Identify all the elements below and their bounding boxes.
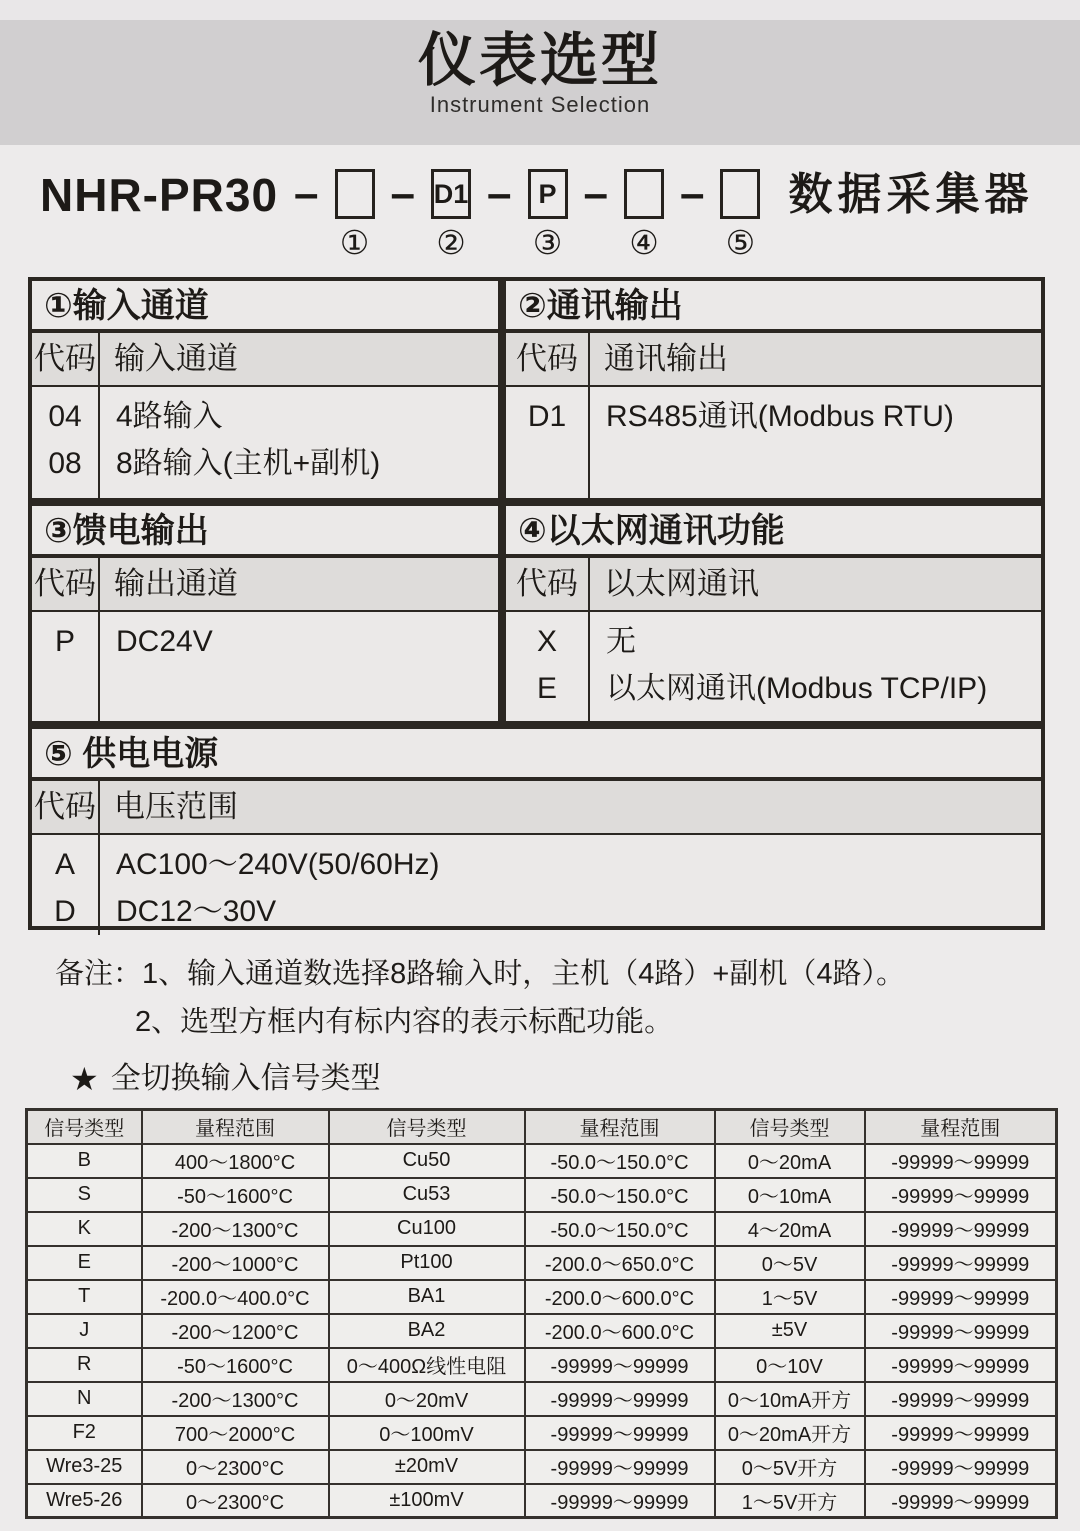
signal-cell: -200～1200°C [142,1314,329,1348]
table-row [27,1416,1057,1450]
signal-cell: 1～5V开方 [715,1484,865,1518]
table-row [27,1280,1057,1314]
model-box-comm-output: D1 [431,169,471,219]
signal-cell: 0～5V开方 [715,1450,865,1484]
signal-cell: 4～20mA [715,1212,865,1246]
option-table-title: ①输入通道 [32,281,498,333]
signal-cell: -99999～99999 [865,1178,1057,1212]
code-column [32,612,100,721]
option-table-body [506,387,1041,498]
signal-cell: Cu53 [329,1178,525,1212]
model-box-feed-output: P [528,169,568,219]
signal-cell: B [27,1144,142,1178]
code-column [32,835,100,935]
desc-column [100,835,1041,935]
model-slot-label-3: ③ [532,224,563,261]
table-row [27,1348,1057,1382]
note-line-2: 2、选型方框内有标内容的表示标配功能。 [135,1006,674,1038]
signal-cell: ±20mV [329,1450,525,1484]
code-header-cell: 代码 [32,333,100,385]
signal-cell: Wre3-25 [27,1450,142,1484]
option-table-power-supply [28,725,1045,930]
option-table-title: ④以太网通讯功能 [506,506,1041,558]
model-slot-3 [528,169,568,261]
option-table-row-2 [28,502,1045,725]
page-title: 仪表选型 [417,28,662,93]
signal-cell: -200.0～600.0°C [525,1314,715,1348]
model-slot-label-2: ② [436,224,466,261]
code-cell: P [54,625,75,658]
option-tables [28,277,1045,930]
signal-cell: -50.0～150.0°C [525,1212,715,1246]
option-table-header [32,558,498,612]
desc-header-cell: 电压范围 [114,789,238,824]
signal-cell: F2 [27,1416,142,1450]
desc-column [100,387,498,498]
signal-cell: T [27,1280,142,1314]
signal-cell: -50～1600°C [142,1178,329,1212]
model-slot-label-5: ⑤ [725,224,756,261]
signal-header-cell: 量程范围 [865,1110,1057,1144]
model-separator: – [487,169,512,218]
desc-cell: 8路输入(主机+副机) [116,447,381,480]
model-slot-2 [431,169,471,261]
signal-cell: -50.0～150.0°C [525,1144,715,1178]
signal-cell: 0～10V [715,1348,865,1382]
signal-type-table [25,1108,1058,1519]
code-cell: 04 [48,400,82,433]
model-slot-5 [720,169,760,261]
code-cell: A [54,848,75,881]
option-table-feed-output [28,502,502,725]
option-table-title: ⑤ 供电电源 [32,729,1041,781]
signal-cell: -99999～99999 [525,1484,715,1518]
signal-cell: -200.0～600.0°C [525,1280,715,1314]
model-box-input-channel [335,169,375,219]
signal-cell: -99999～99999 [865,1212,1057,1246]
option-table-row-1 [28,277,1045,502]
model-separator: – [294,169,319,218]
signal-cell: 0～20mA [715,1144,865,1178]
table-row [27,1314,1057,1348]
signal-cell: -99999～99999 [525,1348,715,1382]
page-subtitle: Instrument Selection [429,92,651,117]
signal-cell: -99999～99999 [865,1484,1057,1518]
table-row [27,1450,1057,1484]
option-table-body [32,612,498,721]
model-separator: – [583,169,608,218]
code-column [506,387,590,498]
signal-cell: ±5V [715,1314,865,1348]
model-product-name: 数据采集器 [788,170,1034,219]
model-slot-label-1: ① [339,224,370,261]
code-header-cell: 代码 [506,558,590,610]
desc-cell: RS485通讯(Modbus RTU) [606,400,954,433]
signal-cell: R [27,1348,142,1382]
note-line-1: 备注：1、输入通道数选择8路输入时，主机（4路）+副机（4路）。 [55,958,905,990]
signal-cell: 0～400Ω线性电阻 [329,1348,525,1382]
model-separator: – [390,169,416,218]
desc-header-cell: 通讯输出 [604,341,728,376]
desc-header-cell: 输出通道 [114,566,238,601]
desc-cell: DC12～30V [116,895,277,928]
signal-cell: S [27,1178,142,1212]
desc-cell: 4路输入 [116,400,223,433]
signal-cell: 0～10mA开方 [715,1382,865,1416]
signal-header-cell: 信号类型 [329,1110,525,1144]
model-box-power [720,169,760,219]
signal-cell: 0～5V [715,1246,865,1280]
signal-header-cell: 信号类型 [27,1110,142,1144]
signal-section-heading [70,1060,1080,1098]
code-cell: 08 [48,447,82,480]
desc-cell: 无 [606,625,636,658]
code-column [506,612,590,721]
model-box-ethernet [624,169,664,219]
signal-cell: Pt100 [329,1246,525,1280]
table-row [27,1382,1057,1416]
signal-cell: -200.0～650.0°C [525,1246,715,1280]
model-separator: – [679,169,705,218]
signal-cell: BA1 [329,1280,525,1314]
option-table-ethernet [502,502,1045,725]
model-prefix: NHR-PR30 [40,169,279,221]
signal-cell: 0～10mA [715,1178,865,1212]
star-icon: ★ [70,1061,99,1097]
signal-cell: -99999～99999 [865,1416,1057,1450]
code-column [32,387,100,498]
option-table-title: ②通讯输出 [506,281,1041,333]
title-banner [0,20,1080,145]
signal-cell: -99999～99999 [865,1246,1057,1280]
signal-cell: -99999～99999 [525,1382,715,1416]
signal-cell: K [27,1212,142,1246]
desc-cell: 以太网通讯(Modbus TCP/IP) [606,672,988,705]
model-slot-4 [624,169,664,261]
code-cell: E [536,672,557,705]
signal-cell: -99999～99999 [525,1416,715,1450]
signal-cell: -99999～99999 [525,1450,715,1484]
desc-column [590,612,1041,721]
option-table-header [32,333,498,387]
signal-cell: -200～1300°C [142,1382,329,1416]
signal-cell: Wre5-26 [27,1484,142,1518]
signal-cell: Cu50 [329,1144,525,1178]
signal-cell: J [27,1314,142,1348]
signal-cell: -99999～99999 [865,1450,1057,1484]
code-header-cell: 代码 [32,558,100,610]
desc-column [590,387,1041,498]
signal-cell: -200.0～400.0°C [142,1280,329,1314]
signal-cell: 0～2300°C [142,1484,329,1518]
signal-cell: Cu100 [329,1212,525,1246]
signal-cell: 0～20mA开方 [715,1416,865,1450]
signal-cell: BA2 [329,1314,525,1348]
option-table-title: ③馈电输出 [32,506,498,558]
desc-header-cell: 以太网通讯 [604,566,759,601]
signal-cell: -99999～99999 [865,1144,1057,1178]
option-table-body [506,612,1041,721]
signal-cell: -99999～99999 [865,1382,1057,1416]
signal-header-cell: 量程范围 [142,1110,329,1144]
model-code-line [40,169,1080,261]
signal-cell: -99999～99999 [865,1280,1057,1314]
code-header-cell: 代码 [32,781,100,833]
option-table-comm-output [502,277,1045,502]
table-row [27,1484,1057,1518]
code-cell: D1 [527,400,567,433]
desc-cell: AC100～240V(50/60Hz) [116,848,440,881]
signal-header-row [27,1110,1057,1144]
table-row [27,1212,1057,1246]
signal-header-cell: 量程范围 [525,1110,715,1144]
top-strip [0,0,1080,20]
signal-cell: -99999～99999 [865,1314,1057,1348]
option-table-body [32,387,498,498]
signal-cell: -200～1000°C [142,1246,329,1280]
option-table-header [32,781,1041,835]
model-slot-1 [335,169,375,261]
table-row [27,1246,1057,1280]
signal-cell: 400～1800°C [142,1144,329,1178]
notes [55,950,1080,1046]
signal-cell: 0～100mV [329,1416,525,1450]
signal-heading-label: 全切换输入信号类型 [110,1062,381,1095]
signal-cell: -50.0～150.0°C [525,1178,715,1212]
option-table-body [32,835,1041,935]
signal-cell: 700～2000°C [142,1416,329,1450]
table-row [27,1144,1057,1178]
signal-cell: -200～1300°C [142,1212,329,1246]
desc-column [100,612,498,721]
signal-cell: -50～1600°C [142,1348,329,1382]
signal-cell: -99999～99999 [865,1348,1057,1382]
signal-cell: 0～20mV [329,1382,525,1416]
signal-cell: ±100mV [329,1484,525,1518]
model-slot-label-4: ④ [629,224,659,261]
table-row [27,1178,1057,1212]
desc-header-cell: 输入通道 [114,341,238,376]
signal-cell: N [27,1382,142,1416]
signal-header-cell: 信号类型 [715,1110,865,1144]
signal-cell: E [27,1246,142,1280]
option-table-header [506,558,1041,612]
option-table-header [506,333,1041,387]
option-table-input-channel [28,277,502,502]
signal-cell: 1～5V [715,1280,865,1314]
signal-cell: 0～2300°C [142,1450,329,1484]
code-header-cell: 代码 [506,333,590,385]
code-cell: D [54,895,76,928]
code-cell: X [536,625,557,658]
desc-cell: DC24V [116,625,213,658]
